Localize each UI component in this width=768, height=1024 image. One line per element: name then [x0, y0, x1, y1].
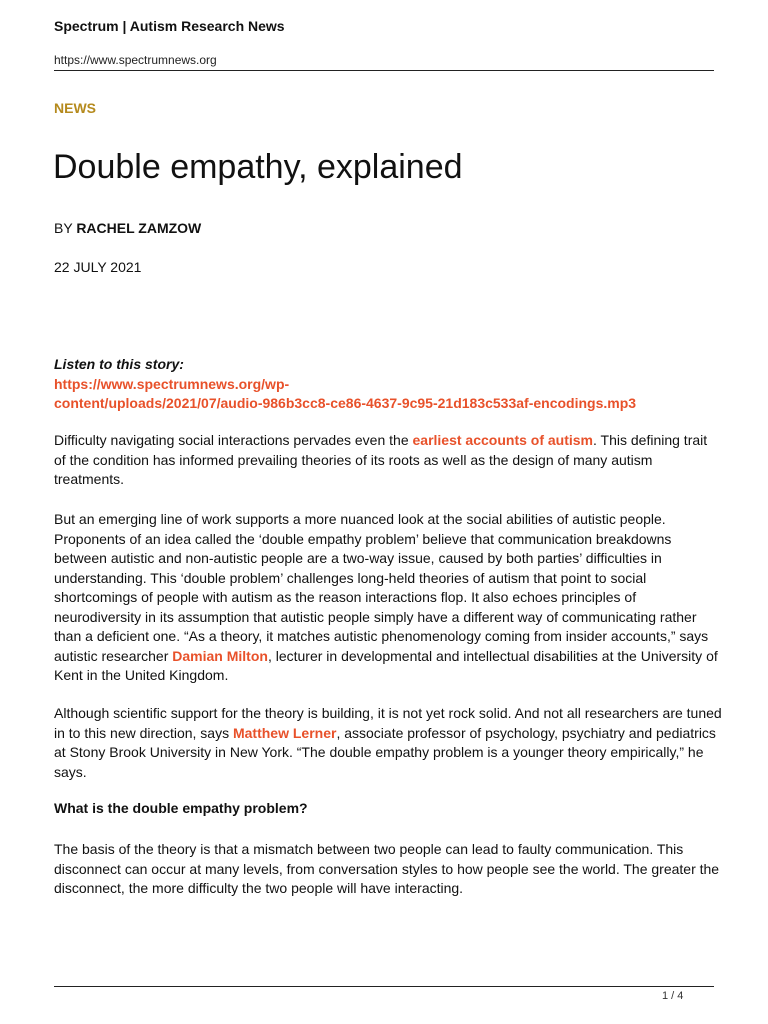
earliest-accounts-link[interactable]: earliest accounts of autism	[412, 432, 594, 448]
audio-link-line-1[interactable]: https://www.spectrumnews.org/wp-	[54, 375, 290, 392]
paragraph-2-text-b: , lecturer in developmental and intellectual disabilities at the University of Kent in the United Kingdom.	[54, 647, 718, 683]
damian-milton-link[interactable]: Damian Milton	[172, 647, 268, 664]
listen-label: Listen to this story:	[54, 356, 184, 372]
paragraph-3-text-b: , associate professor of psychology, psychiatry and pediatrics at Stony Brook University in New York. “The double empathy problem is a younger theory empirically,” he says.	[54, 724, 716, 780]
author-name[interactable]: RACHEL ZAMZOW	[76, 220, 202, 236]
footer-divider	[54, 986, 714, 987]
paragraph-1-text-b: . This defining trait of the condition has informed prevailing theories of its roots as well as the design of many autism treatments.	[54, 432, 708, 487]
paragraph-3-text-a: Although scientific support for the theory is building, it is not yet rock solid. And not all researchers are tuned in to this new direction, says	[54, 705, 722, 741]
paragraph-1	[54, 431, 722, 490]
byline-prefix: BY	[54, 220, 77, 236]
paragraph-1-text-a: Difficulty navigating social interactions pervades even the	[54, 432, 413, 448]
header-divider	[54, 70, 714, 71]
listen-block	[54, 355, 724, 414]
paragraph-3	[54, 704, 722, 782]
section-label[interactable]: NEWS	[54, 100, 96, 116]
page-indicator: 1 / 4	[662, 990, 684, 1002]
matthew-lerner-link[interactable]: Matthew Lerner	[232, 724, 337, 741]
paragraph-2-text-a: But an emerging line of work supports a more nuanced look at the social abilities of autistic people. Proponents of an idea called the ‘double empathy problem’ believe that communication breakdowns between autistic and non-autistic people are a two-way issue, caused by both parties’ difficulties in understanding. This ‘double problem’ challenges long-held theories of autism that point to social shortcomings of people with autism as the reason interactions flop. It also echoes principles of neurodiversity in its assumption that autistic people simply have a different way of communicating rather than a deficient one. “As a theory, it matches autistic phenomenology coming from insider accounts,” says autistic researcher	[54, 511, 709, 664]
publish-date: 22 JULY 2021	[54, 259, 142, 275]
subheading: What is the double empathy problem?	[54, 800, 308, 816]
audio-link-line-2[interactable]: content/uploads/2021/07/audio-986b3cc8-ce86-4637-9c95-21d183c533af-encodings.mp3	[54, 395, 637, 411]
site-url[interactable]: https://www.spectrumnews.org	[54, 53, 217, 67]
audio-link[interactable]	[54, 375, 724, 414]
paragraph-2	[54, 510, 722, 686]
paragraph-4: The basis of the theory is that a mismatch between two people can lead to faulty communication. This disconnect can occur at many levels, from conversation styles to how people see the world. The greater the disconnect, the more difficulty the two people will have interacting.	[54, 841, 720, 896]
site-title: Spectrum | Autism Research News	[54, 18, 285, 34]
article-title: Double empathy, explained	[53, 148, 463, 186]
byline	[54, 220, 201, 236]
